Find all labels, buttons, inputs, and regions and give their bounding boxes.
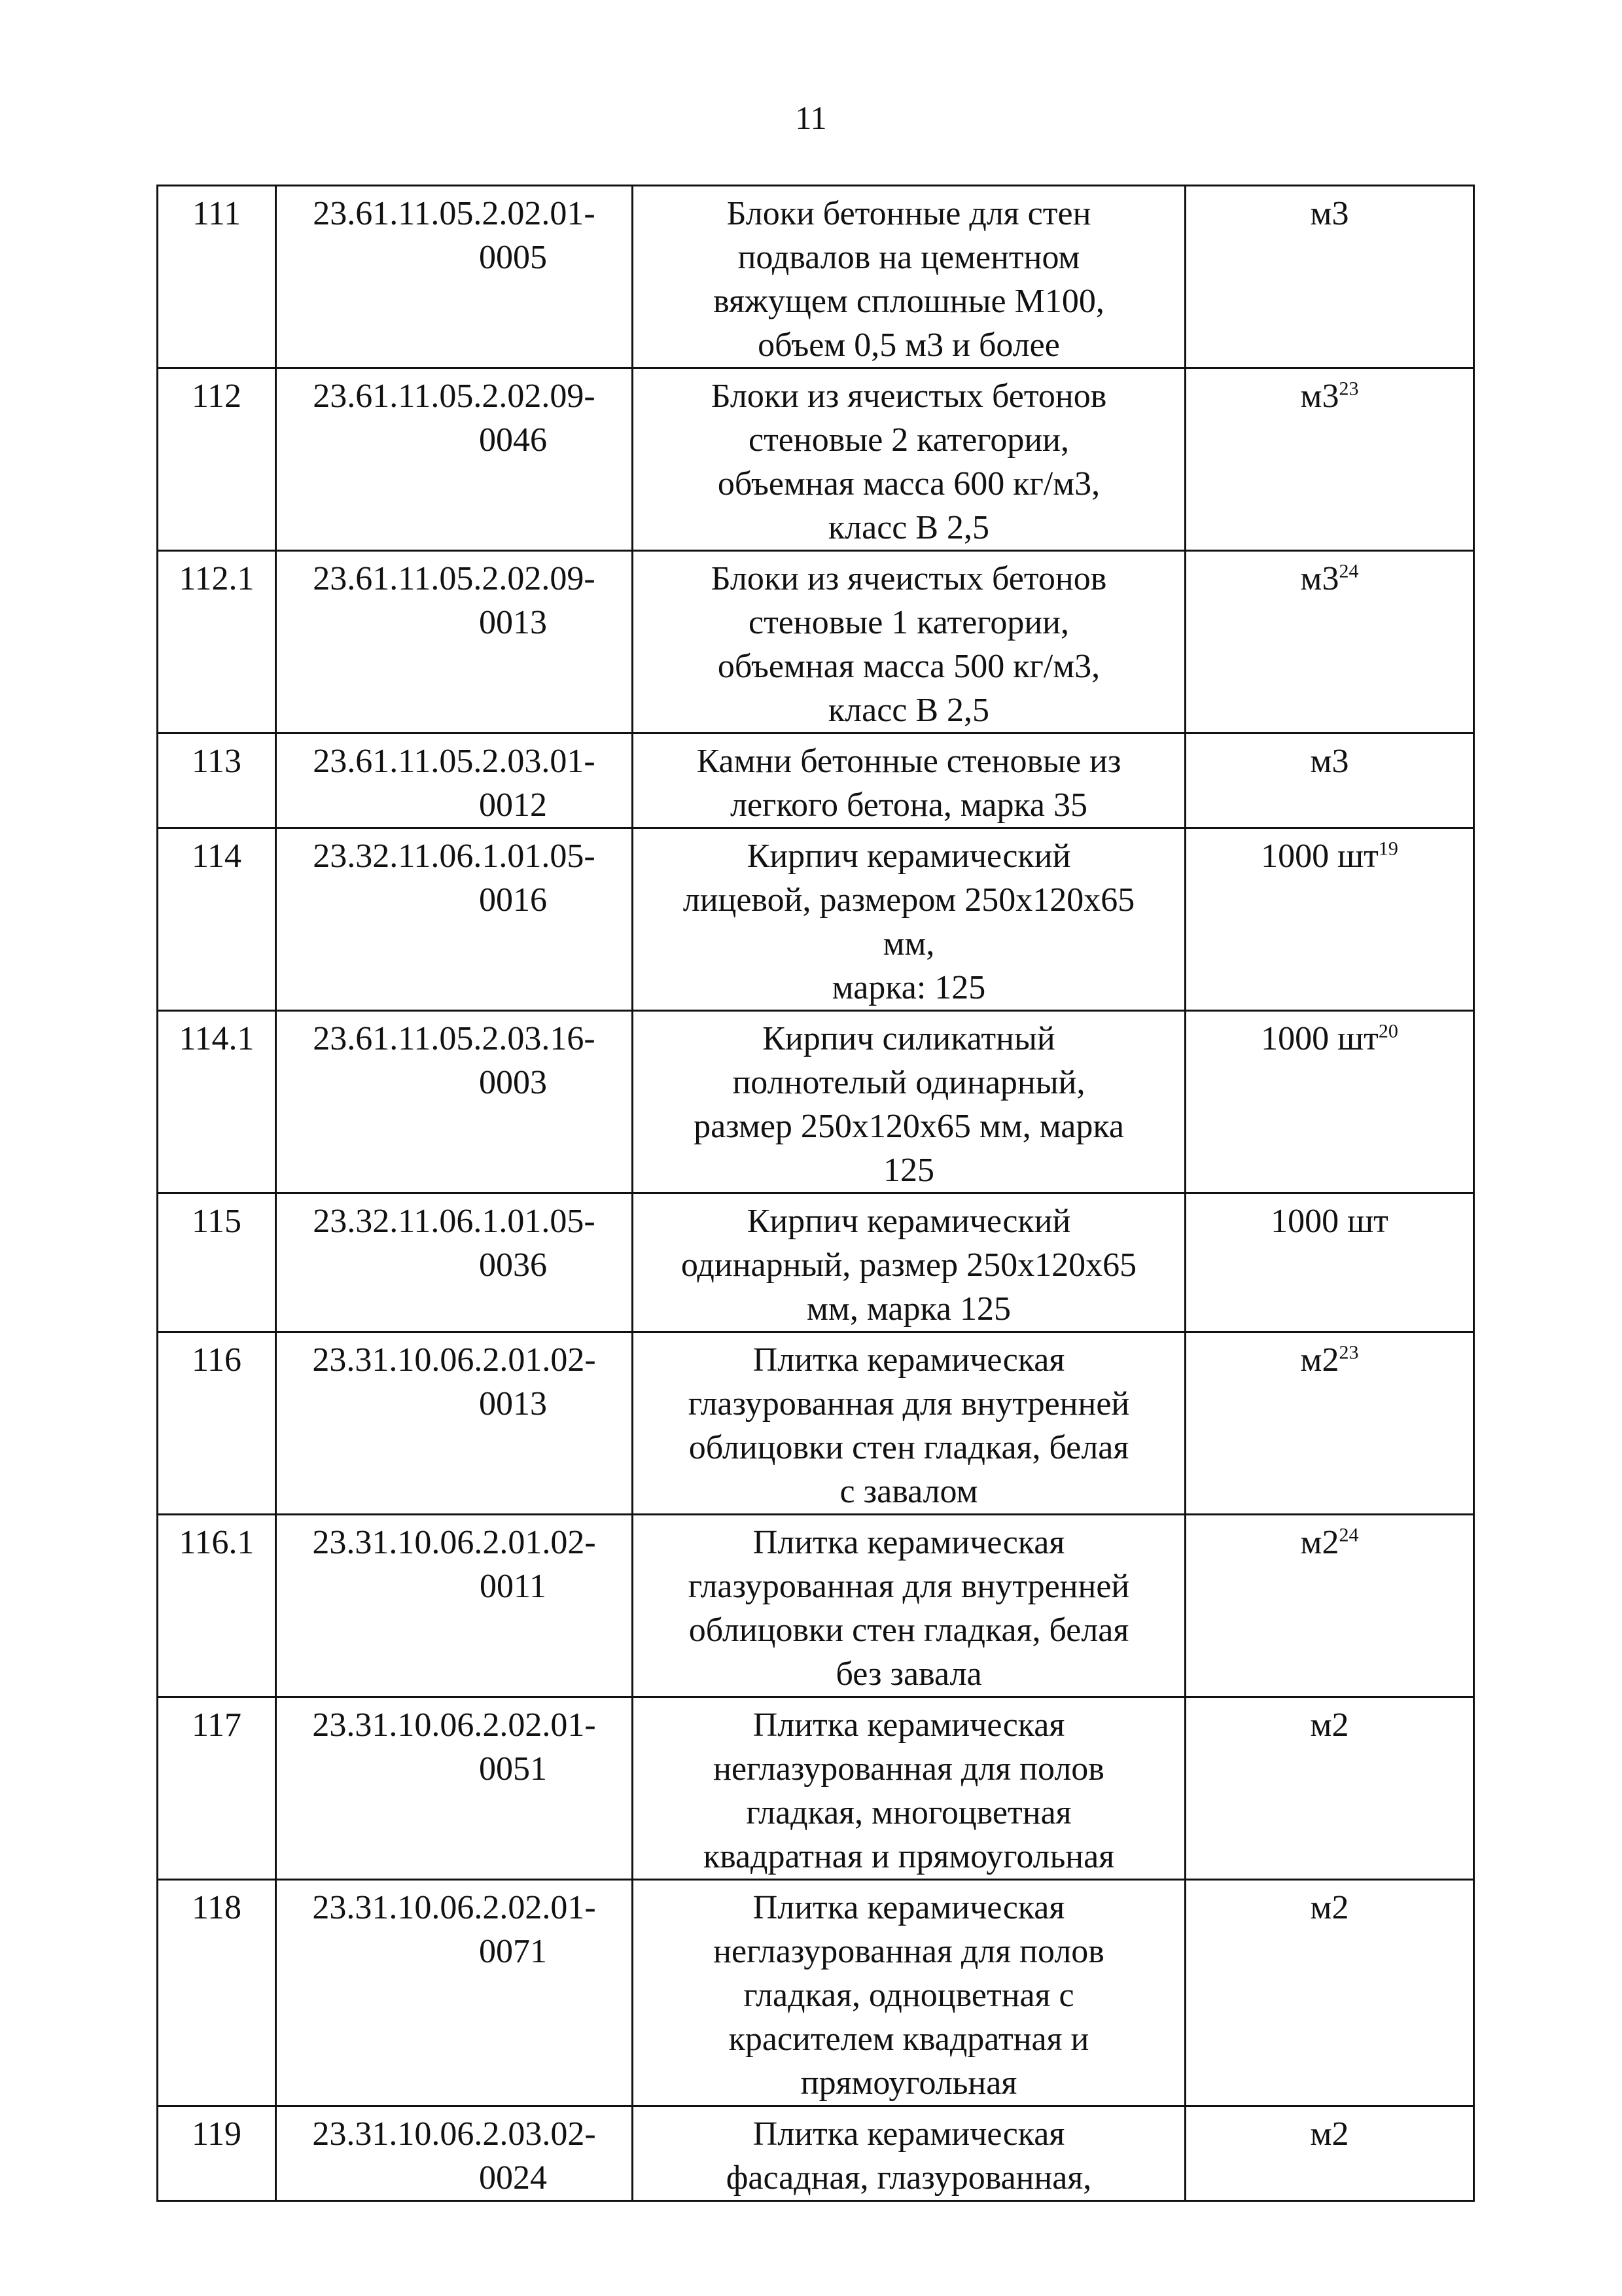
material-name-line: Камни бетонные стеновые из [696,743,1121,780]
material-name-line: Плитка керамическая [752,1706,1065,1744]
material-name-line: легкого бетона, марка 35 [730,786,1087,824]
resource-code-line-1: 23.32.11.06.1.01.05- [313,838,595,875]
material-name-cell [633,1880,1186,2106]
unit-footnote-ref: 24 [1339,1524,1359,1546]
unit-label: м2 [1300,1524,1339,1561]
resource-code-line-1: 23.61.11.05.2.02.09- [313,560,595,597]
material-name-line: прямоугольная [800,2064,1017,2102]
material-name-cell [633,1011,1186,1193]
resource-code-line-1: 23.31.10.06.2.01.02- [312,1524,596,1561]
resource-code-line-2: 0013 [479,604,547,641]
unit-footnote-ref: 23 [1339,378,1359,400]
material-name-line: глазурованная для внутренней [688,1385,1130,1422]
unit-cell [1186,1332,1474,1515]
material-name-line: лицевой, размером 250х120х65 [682,881,1135,919]
material-name-line: Кирпич керамический [747,838,1071,875]
resource-code-line-1: 23.32.11.06.1.01.05- [313,1203,595,1240]
row-number-cell: 115 [158,1193,276,1332]
row-number-cell: 112 [158,368,276,551]
row-number-cell: 111 [158,186,276,368]
material-name-line: полнотелый одинарный, [732,1064,1085,1101]
material-name-line: размер 250х120х65 мм, марка [694,1108,1124,1145]
material-name-line: Кирпич силикатный [762,1020,1055,1057]
unit-footnote-ref: 24 [1339,560,1359,582]
resource-code-line-2: 0012 [479,786,547,824]
unit-cell [1186,828,1474,1011]
material-name-line: мм, марка 125 [807,1290,1011,1328]
table-row [158,2106,1474,2201]
unit-cell [1186,368,1474,551]
material-name-cell [633,2106,1186,2201]
resource-code-cell [276,186,633,368]
material-name-line: объемная масса 600 кг/м3, [717,465,1101,503]
material-name-line: подвалов на цементном [737,239,1080,276]
resource-code-line-1: 23.61.11.05.2.03.16- [313,1020,595,1057]
row-number-cell: 113 [158,733,276,828]
resource-code-cell [276,733,633,828]
material-name-line: стеновые 2 категории, [749,421,1069,459]
resource-code-line-2: 0051 [479,1750,547,1788]
material-name-line: вяжущем сплошные М100, [713,283,1104,320]
resource-code-line-2: 0016 [479,881,547,919]
unit-label: м2 [1310,1706,1349,1744]
material-name-line: облицовки стен гладкая, белая [688,1612,1129,1649]
resource-code-line-2: 0071 [479,1933,547,1970]
unit-label: м2 [1310,2115,1349,2153]
unit-footnote-ref: 19 [1378,838,1398,860]
materials-table-body [158,186,1474,2201]
row-number-cell: 117 [158,1697,276,1880]
unit-cell [1186,1515,1474,1697]
table-row [158,1011,1474,1193]
material-name-cell [633,828,1186,1011]
row-number-cell: 118 [158,1880,276,2106]
row-number-cell: 114.1 [158,1011,276,1193]
material-name-line: объем 0,5 м3 и более [758,327,1060,364]
resource-code-line-1: 23.61.11.05.2.02.09- [313,378,595,415]
material-name-line: Плитка керамическая [752,1889,1065,1926]
unit-footnote-ref: 20 [1378,1020,1398,1042]
resource-code-cell [276,828,633,1011]
resource-code-line-1: 23.31.10.06.2.01.02- [312,1341,596,1379]
resource-code-line-2: 0013 [479,1385,547,1422]
unit-cell [1186,1697,1474,1880]
resource-code-line-2: 0005 [479,239,547,276]
material-name-line: с завалом [839,1473,978,1510]
table-row [158,1697,1474,1880]
material-name-line: гладкая, одноцветная с [743,1977,1074,2014]
material-name-line: класс В 2,5 [828,509,990,546]
material-name-line: без завала [836,1655,982,1693]
resource-code-line-2: 0011 [479,1568,547,1605]
material-name-line: 125 [883,1152,934,1189]
material-name-line: Блоки из ячеистых бетонов [711,378,1107,415]
resource-code-line-1: 23.31.10.06.2.03.02- [312,2115,596,2153]
resource-code-line-2: 0046 [479,421,547,459]
material-name-line: одинарный, размер 250х120х65 [680,1246,1137,1284]
material-name-line: облицовки стен гладкая, белая [688,1429,1129,1466]
material-name-line: Плитка керамическая [752,2115,1065,2153]
resource-code-cell [276,1332,633,1515]
resource-code-line-2: 0036 [479,1246,547,1284]
material-name-line: красителем квадратная и [728,2021,1089,2058]
unit-label: 1000 шт [1261,1020,1379,1057]
resource-code-line-1: 23.31.10.06.2.02.01- [312,1889,596,1926]
unit-cell [1186,186,1474,368]
unit-cell [1186,733,1474,828]
material-name-cell [633,368,1186,551]
resource-code-cell [276,2106,633,2201]
material-name-line: объемная масса 500 кг/м3, [717,648,1101,685]
resource-code-cell [276,551,633,733]
unit-cell [1186,1011,1474,1193]
unit-label: 1000 шт [1261,838,1379,875]
material-name-cell [633,186,1186,368]
resource-code-cell [276,1880,633,2106]
material-name-line: Блоки бетонные для стен [726,195,1091,232]
unit-label: 1000 шт [1271,1203,1388,1240]
material-name-line: мм, [883,925,935,963]
table-row [158,733,1474,828]
table-row [158,186,1474,368]
row-number-cell: 119 [158,2106,276,2201]
table-row [158,551,1474,733]
material-name-cell [633,1515,1186,1697]
material-name-line: Плитка керамическая [752,1524,1065,1561]
material-name-line: глазурованная для внутренней [688,1568,1130,1605]
table-row [158,828,1474,1011]
table-row [158,1332,1474,1515]
material-name-line: фасадная, глазурованная, [726,2159,1092,2197]
resource-code-cell [276,1011,633,1193]
row-number-cell: 112.1 [158,551,276,733]
resource-code-line-1: 23.61.11.05.2.02.01- [313,195,595,232]
unit-label: м3 [1300,560,1339,597]
material-name-cell [633,1332,1186,1515]
table-row [158,1880,1474,2106]
row-number-cell: 116 [158,1332,276,1515]
unit-label: м3 [1310,195,1349,232]
resource-code-cell [276,1697,633,1880]
material-name-cell [633,1697,1186,1880]
row-number-cell: 114 [158,828,276,1011]
material-name-line: Кирпич керамический [747,1203,1071,1240]
resource-code-cell [276,1193,633,1332]
resource-code-cell [276,1515,633,1697]
row-number-cell: 116.1 [158,1515,276,1697]
table-row [158,1515,1474,1697]
material-name-cell [633,551,1186,733]
unit-cell [1186,551,1474,733]
resource-code-line-1: 23.31.10.06.2.02.01- [312,1706,596,1744]
unit-label: м2 [1310,1889,1349,1926]
table-row [158,368,1474,551]
resource-code-line-1: 23.61.11.05.2.03.01- [313,743,595,780]
material-name-line: класс В 2,5 [828,692,990,729]
resource-code-line-2: 0003 [479,1064,547,1101]
unit-label: м2 [1300,1341,1339,1379]
materials-table [156,185,1475,2202]
material-name-line: Плитка керамическая [752,1341,1065,1379]
unit-cell [1186,2106,1474,2201]
page-number: 11 [795,99,827,136]
material-name-line: квадратная и прямоугольная [703,1838,1115,1875]
unit-label: м3 [1300,378,1339,415]
material-name-line: марка: 125 [832,969,986,1006]
table-row [158,1193,1474,1332]
unit-cell [1186,1880,1474,2106]
unit-footnote-ref: 23 [1339,1341,1359,1364]
material-name-cell [633,1193,1186,1332]
resource-code-cell [276,368,633,551]
material-name-line: стеновые 1 категории, [749,604,1069,641]
material-name-line: Блоки из ячеистых бетонов [711,560,1107,597]
material-name-line: неглазурованная для полов [713,1750,1104,1788]
material-name-cell [633,733,1186,828]
material-name-line: гладкая, многоцветная [746,1794,1072,1831]
material-name-line: неглазурованная для полов [713,1933,1104,1970]
unit-label: м3 [1310,743,1349,780]
resource-code-line-2: 0024 [479,2159,547,2197]
unit-cell [1186,1193,1474,1332]
